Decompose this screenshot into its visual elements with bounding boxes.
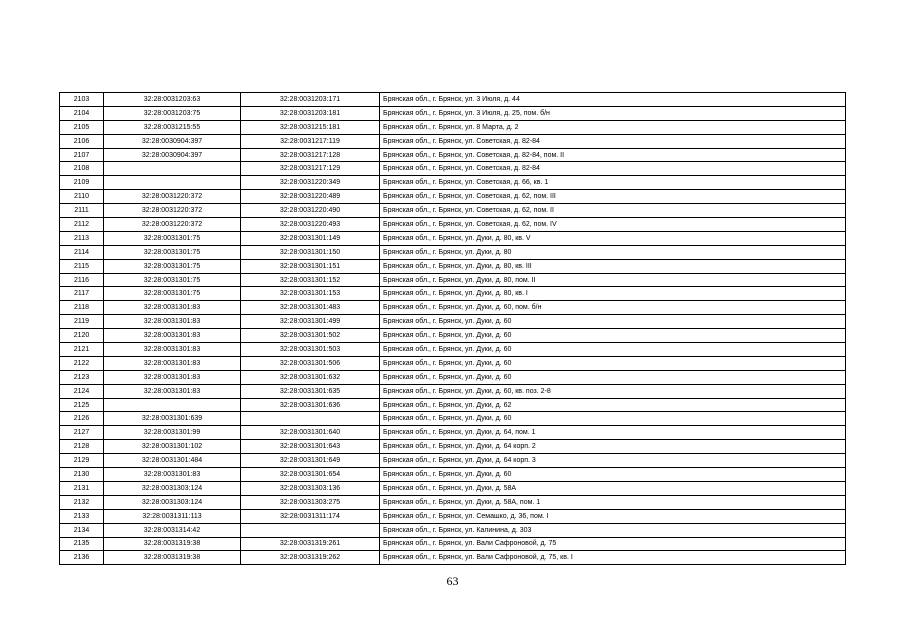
- row-number-cell: 2106: [60, 134, 104, 148]
- address-cell: Брянская обл., г. Брянск, ул. Советская, д. 82-84, пом. II: [380, 148, 846, 162]
- parcel-number-cell: 32:28:0031301:83: [104, 468, 241, 482]
- address-cell: Брянская обл., г. Брянск, ул. Дуки, д. 64, пом. 1: [380, 426, 846, 440]
- address-cell: Брянская обл., г. Брянск, ул. Дуки, д. 80, кв. III: [380, 259, 846, 273]
- row-number-cell: 2133: [60, 509, 104, 523]
- address-cell: Брянская обл., г. Брянск, ул. Дуки, д. 60, пом. б/н: [380, 301, 846, 315]
- address-cell: Брянская обл., г. Брянск, ул. Дуки, д. 62: [380, 398, 846, 412]
- address-cell: Брянская обл., г. Брянск, ул. Дуки, д. 64 корп. 2: [380, 440, 846, 454]
- object-number-cell: 32:28:0031215:181: [241, 120, 380, 134]
- address-cell: Брянская обл., г. Брянск, ул. Дуки, д. 60: [380, 370, 846, 384]
- row-number-cell: 2112: [60, 218, 104, 232]
- parcel-number-cell: 32:28:0031319:38: [104, 551, 241, 565]
- address-cell: Брянская обл., г. Брянск, ул. Дуки, д. 60, кв. поз. 2-8: [380, 384, 846, 398]
- row-number-cell: 2126: [60, 412, 104, 426]
- table-row: [60, 329, 846, 343]
- parcel-number-cell: 32:28:0031301:83: [104, 356, 241, 370]
- table-row: [60, 259, 846, 273]
- table-row: [60, 148, 846, 162]
- row-number-cell: 2115: [60, 259, 104, 273]
- table-row: [60, 551, 846, 565]
- address-cell: Брянская обл., г. Брянск, ул. Дуки, д. 58А, пом. 1: [380, 495, 846, 509]
- row-number-cell: 2125: [60, 398, 104, 412]
- object-number-cell: 32:28:0031217:119: [241, 134, 380, 148]
- row-number-cell: 2127: [60, 426, 104, 440]
- address-cell: Брянская обл., г. Брянск, ул. Дуки, д. 58А: [380, 481, 846, 495]
- object-number-cell: 32:28:0031301:635: [241, 384, 380, 398]
- table-row: [60, 301, 846, 315]
- table-row: [60, 287, 846, 301]
- row-number-cell: 2107: [60, 148, 104, 162]
- row-number-cell: 2124: [60, 384, 104, 398]
- row-number-cell: 2134: [60, 523, 104, 537]
- address-cell: Брянская обл., г. Брянск, ул. Советская, д. 66, кв. 1: [380, 176, 846, 190]
- object-number-cell: 32:28:0031220:349: [241, 176, 380, 190]
- row-number-cell: 2110: [60, 190, 104, 204]
- row-number-cell: 2135: [60, 537, 104, 551]
- address-cell: Брянская обл., г. Брянск, ул. Семашко, д. 36, пом. I: [380, 509, 846, 523]
- object-number-cell: 32:28:0031301:499: [241, 315, 380, 329]
- table-row: [60, 204, 846, 218]
- object-number-cell: 32:28:0031319:261: [241, 537, 380, 551]
- row-number-cell: 2116: [60, 273, 104, 287]
- parcel-number-cell: [104, 176, 241, 190]
- row-number-cell: 2119: [60, 315, 104, 329]
- address-cell: Брянская обл., г. Брянск, ул. Дуки, д. 60: [380, 329, 846, 343]
- row-number-cell: 2129: [60, 454, 104, 468]
- table-row: [60, 162, 846, 176]
- row-number-cell: 2109: [60, 176, 104, 190]
- object-number-cell: 32:28:0031220:493: [241, 218, 380, 232]
- table-row: [60, 495, 846, 509]
- parcel-number-cell: 32:28:0031301:83: [104, 370, 241, 384]
- address-cell: Брянская обл., г. Брянск, ул. Дуки, д. 60: [380, 356, 846, 370]
- table-row: [60, 93, 846, 107]
- parcel-number-cell: [104, 398, 241, 412]
- object-number-cell: 32:28:0031217:128: [241, 148, 380, 162]
- parcel-number-cell: 32:28:0031303:124: [104, 481, 241, 495]
- parcel-number-cell: 32:28:0031301:75: [104, 287, 241, 301]
- table-row: [60, 426, 846, 440]
- object-number-cell: 32:28:0031311:174: [241, 509, 380, 523]
- table-row: [60, 481, 846, 495]
- object-number-cell: 32:28:0031220:489: [241, 190, 380, 204]
- parcel-number-cell: 32:28:0031301:83: [104, 384, 241, 398]
- row-number-cell: 2103: [60, 93, 104, 107]
- row-number-cell: 2128: [60, 440, 104, 454]
- parcel-number-cell: 32:28:0031301:639: [104, 412, 241, 426]
- table-row: [60, 523, 846, 537]
- row-number-cell: 2136: [60, 551, 104, 565]
- address-cell: Брянская обл., г. Брянск, ул. Дуки, д. 80, пом. II: [380, 273, 846, 287]
- address-cell: Брянская обл., г. Брянск, ул. Советская, д. 82-84: [380, 162, 846, 176]
- parcel-number-cell: 32:28:0031203:63: [104, 93, 241, 107]
- object-number-cell: 32:28:0031301:502: [241, 329, 380, 343]
- row-number-cell: 2121: [60, 343, 104, 357]
- address-cell: Брянская обл., г. Брянск, ул. Советская, д. 82-84: [380, 134, 846, 148]
- parcel-number-cell: 32:28:0030904:397: [104, 134, 241, 148]
- table-row: [60, 176, 846, 190]
- table-row: [60, 273, 846, 287]
- row-number-cell: 2108: [60, 162, 104, 176]
- object-number-cell: 32:28:0031301:654: [241, 468, 380, 482]
- object-number-cell: 32:28:0031301:640: [241, 426, 380, 440]
- address-cell: Брянская обл., г. Брянск, ул. Вали Сафроновой, д. 75, кв. I: [380, 551, 846, 565]
- object-number-cell: 32:28:0031220:490: [241, 204, 380, 218]
- parcel-number-cell: [104, 162, 241, 176]
- address-cell: Брянская обл., г. Брянск, ул. Дуки, д. 60: [380, 412, 846, 426]
- object-number-cell: 32:28:0031301:153: [241, 287, 380, 301]
- object-number-cell: 32:28:0031301:506: [241, 356, 380, 370]
- row-number-cell: 2117: [60, 287, 104, 301]
- object-number-cell: 32:28:0031303:136: [241, 481, 380, 495]
- row-number-cell: 2132: [60, 495, 104, 509]
- address-cell: Брянская обл., г. Брянск, ул. Дуки, д. 80, кв. I: [380, 287, 846, 301]
- table-row: [60, 440, 846, 454]
- object-number-cell: 32:28:0031301:632: [241, 370, 380, 384]
- parcel-number-cell: 32:28:0031301:102: [104, 440, 241, 454]
- table-row: [60, 398, 846, 412]
- parcel-number-cell: 32:28:0031301:484: [104, 454, 241, 468]
- object-number-cell: 32:28:0031203:171: [241, 93, 380, 107]
- object-number-cell: 32:28:0031301:636: [241, 398, 380, 412]
- row-number-cell: 2118: [60, 301, 104, 315]
- table-row: [60, 537, 846, 551]
- address-cell: Брянская обл., г. Брянск, ул. 8 Марта, д. 2: [380, 120, 846, 134]
- table-row: [60, 509, 846, 523]
- parcel-number-cell: 32:28:0031301:75: [104, 245, 241, 259]
- object-number-cell: 32:28:0031301:152: [241, 273, 380, 287]
- object-number-cell: 32:28:0031301:643: [241, 440, 380, 454]
- table-row: [60, 315, 846, 329]
- row-number-cell: 2123: [60, 370, 104, 384]
- parcel-number-cell: 32:28:0031215:55: [104, 120, 241, 134]
- parcel-number-cell: 32:28:0031301:75: [104, 259, 241, 273]
- cadastral-table: [59, 92, 846, 565]
- object-number-cell: 32:28:0031301:503: [241, 343, 380, 357]
- object-number-cell: 32:28:0031301:150: [241, 245, 380, 259]
- object-number-cell: 32:28:0031301:649: [241, 454, 380, 468]
- table-row: [60, 468, 846, 482]
- object-number-cell: 32:28:0031303:275: [241, 495, 380, 509]
- parcel-number-cell: 32:28:0031301:99: [104, 426, 241, 440]
- object-number-cell: [241, 412, 380, 426]
- parcel-number-cell: 32:28:0031203:75: [104, 106, 241, 120]
- object-number-cell: 32:28:0031301:149: [241, 231, 380, 245]
- table-row: [60, 245, 846, 259]
- address-cell: Брянская обл., г. Брянск, ул. Советская, д. 62, пом. II: [380, 204, 846, 218]
- address-cell: Брянская обл., г. Брянск, ул. Советская, д. 62, пом. IV: [380, 218, 846, 232]
- parcel-number-cell: 32:28:0031319:38: [104, 537, 241, 551]
- address-cell: Брянская обл., г. Брянск, ул. 3 Июля, д. 44: [380, 93, 846, 107]
- parcel-number-cell: 32:28:0031301:83: [104, 329, 241, 343]
- row-number-cell: 2104: [60, 106, 104, 120]
- table-row: [60, 120, 846, 134]
- parcel-number-cell: 32:28:0030904:397: [104, 148, 241, 162]
- table-row: [60, 106, 846, 120]
- table-row: [60, 454, 846, 468]
- address-cell: Брянская обл., г. Брянск, ул. Дуки, д. 60: [380, 468, 846, 482]
- parcel-number-cell: 32:28:0031301:83: [104, 315, 241, 329]
- address-cell: Брянская обл., г. Брянск, ул. Советская, д. 62, пом. III: [380, 190, 846, 204]
- table-row: [60, 218, 846, 232]
- table-row: [60, 370, 846, 384]
- row-number-cell: 2120: [60, 329, 104, 343]
- address-cell: Брянская обл., г. Брянск, ул. Дуки, д. 60: [380, 315, 846, 329]
- address-cell: Брянская обл., г. Брянск, ул. Вали Сафроновой, д. 75: [380, 537, 846, 551]
- table-row: [60, 356, 846, 370]
- row-number-cell: 2130: [60, 468, 104, 482]
- address-cell: Брянская обл., г. Брянск, ул. Дуки, д. 80: [380, 245, 846, 259]
- table-row: [60, 412, 846, 426]
- object-number-cell: [241, 523, 380, 537]
- table-row: [60, 134, 846, 148]
- parcel-number-cell: 32:28:0031303:124: [104, 495, 241, 509]
- row-number-cell: 2105: [60, 120, 104, 134]
- row-number-cell: 2122: [60, 356, 104, 370]
- object-number-cell: 32:28:0031319:262: [241, 551, 380, 565]
- table-row: [60, 231, 846, 245]
- address-cell: Брянская обл., г. Брянск, ул. Калинина, д. 303: [380, 523, 846, 537]
- parcel-number-cell: 32:28:0031301:75: [104, 273, 241, 287]
- parcel-number-cell: 32:28:0031301:75: [104, 231, 241, 245]
- parcel-number-cell: 32:28:0031220:372: [104, 204, 241, 218]
- parcel-number-cell: 32:28:0031220:372: [104, 218, 241, 232]
- row-number-cell: 2131: [60, 481, 104, 495]
- row-number-cell: 2111: [60, 204, 104, 218]
- parcel-number-cell: 32:28:0031314:42: [104, 523, 241, 537]
- object-number-cell: 32:28:0031301:483: [241, 301, 380, 315]
- table-row: [60, 384, 846, 398]
- address-cell: Брянская обл., г. Брянск, ул. Дуки, д. 80, кв. V: [380, 231, 846, 245]
- address-cell: Брянская обл., г. Брянск, ул. 3 Июля, д. 25, пом. б/н: [380, 106, 846, 120]
- table-row: [60, 190, 846, 204]
- object-number-cell: 32:28:0031217:129: [241, 162, 380, 176]
- page-number: 63: [446, 574, 459, 588]
- parcel-number-cell: 32:28:0031220:372: [104, 190, 241, 204]
- table-row: [60, 343, 846, 357]
- address-cell: Брянская обл., г. Брянск, ул. Дуки, д. 64 корп. 3: [380, 454, 846, 468]
- object-number-cell: 32:28:0031203:181: [241, 106, 380, 120]
- parcel-number-cell: 32:28:0031301:83: [104, 301, 241, 315]
- object-number-cell: 32:28:0031301:151: [241, 259, 380, 273]
- parcel-number-cell: 32:28:0031301:83: [104, 343, 241, 357]
- row-number-cell: 2114: [60, 245, 104, 259]
- table-body: [60, 93, 846, 565]
- parcel-number-cell: 32:28:0031311:113: [104, 509, 241, 523]
- address-cell: Брянская обл., г. Брянск, ул. Дуки, д. 60: [380, 343, 846, 357]
- row-number-cell: 2113: [60, 231, 104, 245]
